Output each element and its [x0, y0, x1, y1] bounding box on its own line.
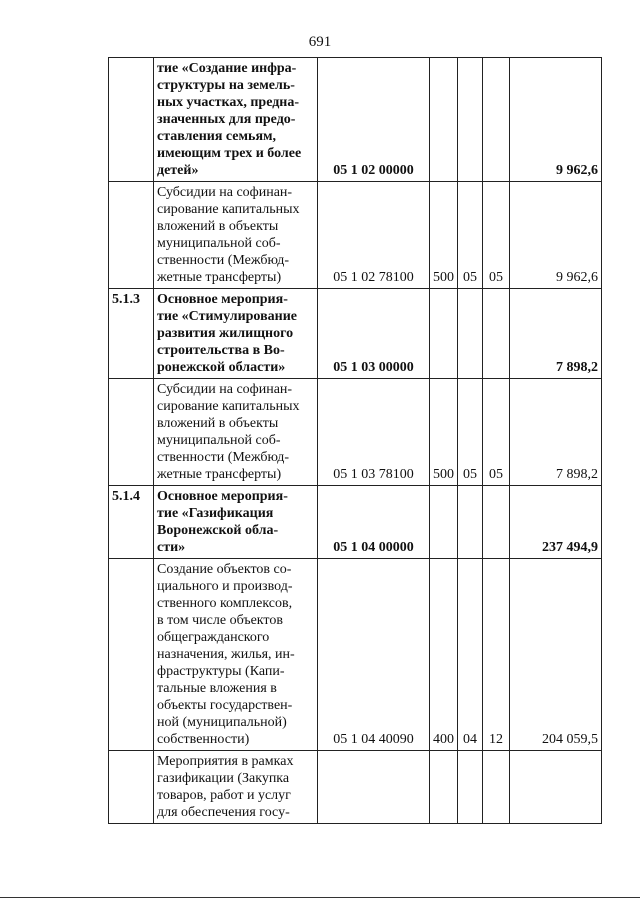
description-line: ственного комплексов, [157, 596, 293, 611]
subsection-code: 05 [483, 182, 510, 289]
row-description [154, 486, 318, 559]
section-code [458, 751, 483, 824]
row-description [154, 559, 318, 751]
subsection-code: 05 [483, 379, 510, 486]
table-row [109, 289, 602, 379]
description-line: имеющим трех и более [157, 146, 302, 161]
subsection-code: 12 [483, 559, 510, 751]
table-row [109, 486, 602, 559]
subsection-code [483, 58, 510, 182]
description-line: муниципальной соб- [157, 236, 281, 251]
description-line: ставления семьям, [157, 129, 277, 144]
budget-table [108, 57, 602, 824]
description-line: тие «Создание инфра- [157, 61, 297, 76]
row-number: 5.1.3 [109, 289, 154, 379]
description-line: Основное мероприя- [157, 292, 288, 307]
description-line: объекты государствен- [157, 698, 293, 713]
description-line: Субсидии на софинан- [157, 185, 293, 200]
description-line: ственности (Межбюд- [157, 253, 290, 268]
description-line: товаров, работ и услуг [157, 788, 291, 803]
program-code: 05 1 04 40090 [318, 559, 430, 751]
row-description [154, 58, 318, 182]
amount: 9 962,6 [510, 182, 602, 289]
program-code: 05 1 02 00000 [318, 58, 430, 182]
description-line: газификации (Закупка [157, 771, 290, 786]
amount: 204 059,5 [510, 559, 602, 751]
row-number: 5.1.4 [109, 486, 154, 559]
description-line: тие «Газификация [157, 506, 274, 521]
page-bottom-divider [0, 897, 640, 898]
table-row [109, 751, 602, 824]
description-line: строительства в Во- [157, 343, 285, 358]
description-line: общегражданского [157, 630, 270, 645]
page-number: 691 [308, 34, 332, 50]
description-line: Создание объектов со- [157, 562, 292, 577]
amount: 237 494,9 [510, 486, 602, 559]
description-line: ронежской области» [157, 360, 286, 375]
description-line: фраструктуры (Капи- [157, 664, 285, 679]
description-line: Субсидии на софинан- [157, 382, 293, 397]
expense-type-code [430, 58, 458, 182]
table-row [109, 182, 602, 289]
description-line: жетные трансферты) [157, 270, 282, 285]
description-line: вложений в объекты [157, 416, 279, 431]
amount: 7 898,2 [510, 379, 602, 486]
row-description [154, 751, 318, 824]
row-number [109, 379, 154, 486]
section-code [458, 289, 483, 379]
description-line: муниципальной соб- [157, 433, 281, 448]
row-number [109, 58, 154, 182]
table-body [109, 58, 602, 824]
table-row [109, 58, 602, 182]
section-code: 04 [458, 559, 483, 751]
description-line: Основное мероприя- [157, 489, 288, 504]
description-line: развития жилищного [157, 326, 294, 341]
description-line: детей» [157, 163, 199, 178]
row-number [109, 182, 154, 289]
row-description [154, 289, 318, 379]
expense-type-code: 500 [430, 379, 458, 486]
expense-type-code [430, 751, 458, 824]
description-line: ных участках, предна- [157, 95, 300, 110]
program-code: 05 1 03 00000 [318, 289, 430, 379]
expense-type-code [430, 289, 458, 379]
description-line: циального и производ- [157, 579, 293, 594]
description-line: сти» [157, 540, 186, 555]
program-code: 05 1 02 78100 [318, 182, 430, 289]
expense-type-code [430, 486, 458, 559]
description-line: ной (муниципальной) [157, 715, 287, 730]
description-line: назначения, жилья, ин- [157, 647, 295, 662]
subsection-code [483, 751, 510, 824]
row-description [154, 379, 318, 486]
description-line: Мероприятия в рамках [157, 754, 294, 769]
description-line: собственности) [157, 732, 250, 747]
description-line: структуры на земель- [157, 78, 295, 93]
table-row [109, 559, 602, 751]
description-line: в том числе объектов [157, 613, 283, 628]
description-line: сирование капитальных [157, 202, 300, 217]
amount [510, 751, 602, 824]
description-line: тальные вложения в [157, 681, 277, 696]
description-line: вложений в объекты [157, 219, 279, 234]
expense-type-code: 500 [430, 182, 458, 289]
subsection-code [483, 486, 510, 559]
section-code [458, 58, 483, 182]
section-code: 05 [458, 379, 483, 486]
program-code [318, 751, 430, 824]
row-number [109, 751, 154, 824]
subsection-code [483, 289, 510, 379]
description-line: тие «Стимулирование [157, 309, 297, 324]
row-number [109, 559, 154, 751]
description-line: Воронежской обла- [157, 523, 279, 538]
program-code: 05 1 04 00000 [318, 486, 430, 559]
table-row [109, 379, 602, 486]
amount: 9 962,6 [510, 58, 602, 182]
section-code [458, 486, 483, 559]
description-line: значенных для предо- [157, 112, 296, 127]
description-line: жетные трансферты) [157, 467, 282, 482]
amount: 7 898,2 [510, 289, 602, 379]
program-code: 05 1 03 78100 [318, 379, 430, 486]
description-line: сирование капитальных [157, 399, 300, 414]
row-description [154, 182, 318, 289]
expense-type-code: 400 [430, 559, 458, 751]
description-line: ственности (Межбюд- [157, 450, 290, 465]
section-code: 05 [458, 182, 483, 289]
description-line: для обеспечения госу- [157, 805, 290, 820]
